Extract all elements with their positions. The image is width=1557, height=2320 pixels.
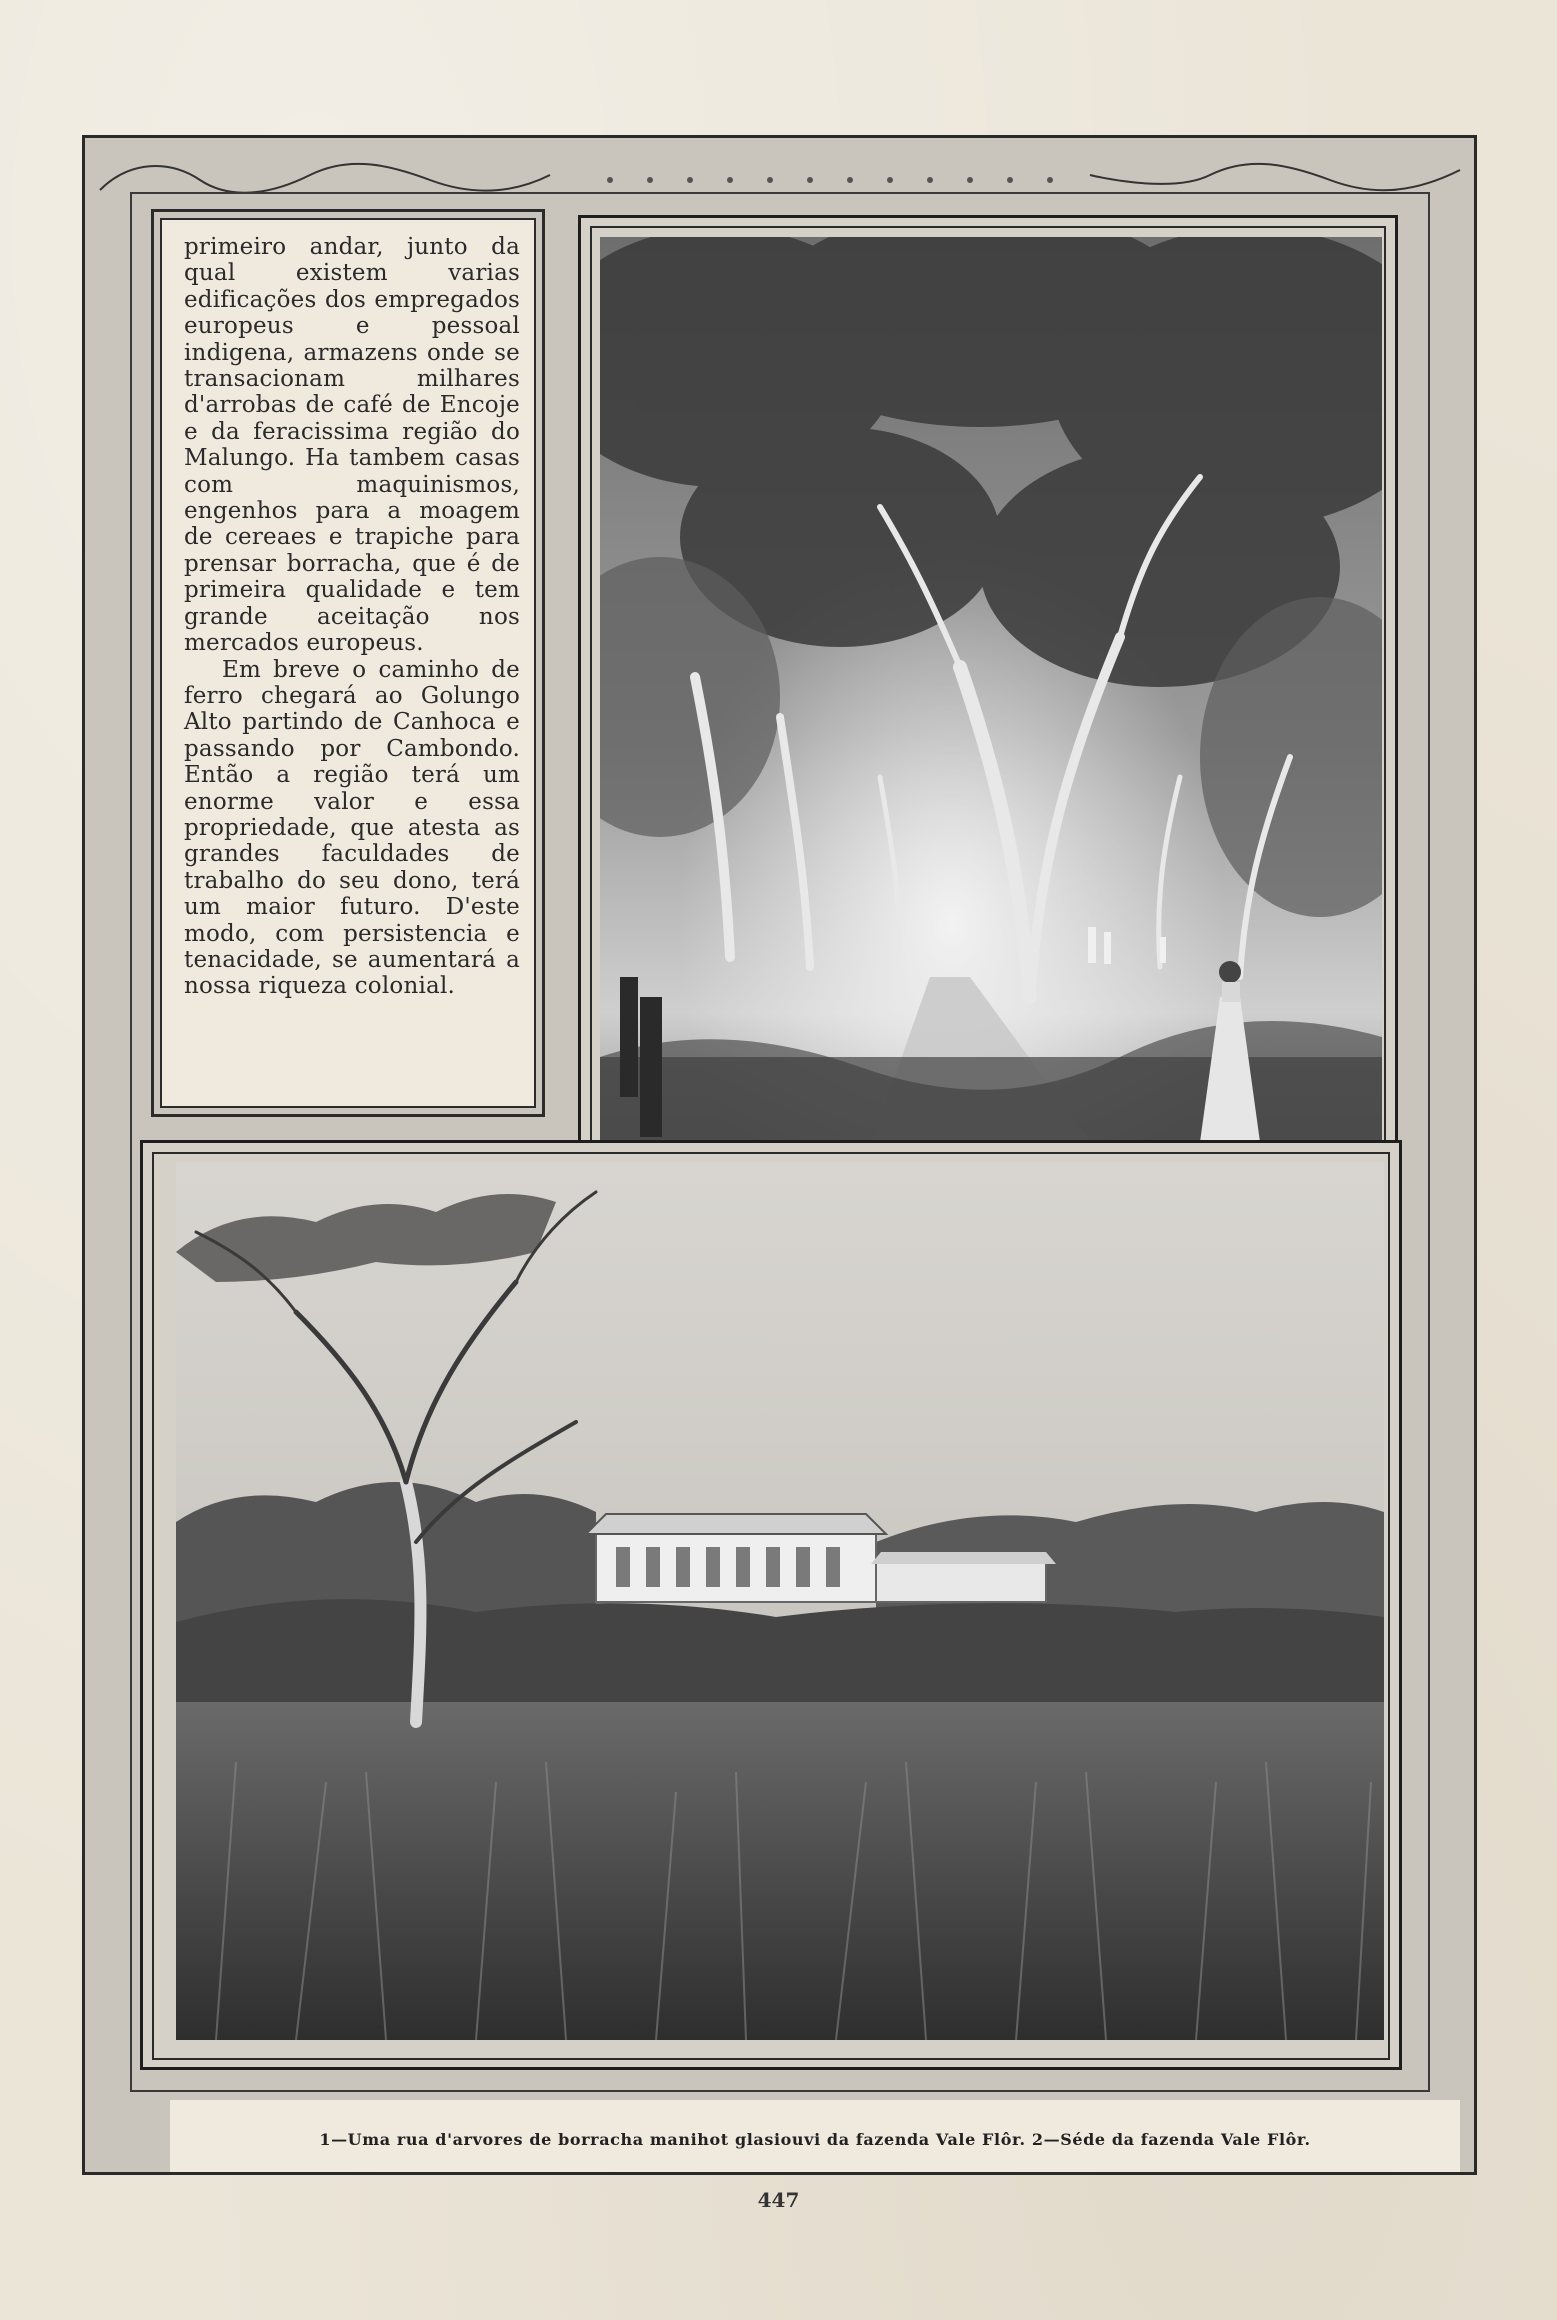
page-number: 447	[757, 2188, 800, 2212]
photo-farm-headquarters	[176, 1162, 1384, 2040]
article-paragraph-1: primeiro andar, junto da qual existem varias edificações dos empregados europeus e pessoal indigena, armazens onde se transacionam milhares d'arrobas de café de Encoje e da feracissima região do Malungo. Ha tambem casas com maquinismos, engenhos para a moagem de cereaes e trapiche para prensar borracha, que é de primeira qualidade e tem grande aceitação nos mercados europeus.	[184, 234, 520, 657]
article-paragraph-2: Em breve o caminho de ferro chegará ao Golungo Alto partindo de Canhoca e passando por Cambondo. Então a região terá um enorme valor e essa propriedade, que atesta as grandes faculdades de trabalho do seu dono, terá um maior futuro. D'este modo, com persistencia e tenacidade, se aumentará a nossa riqueza colonial.	[184, 656, 520, 1000]
article-text-box	[160, 218, 536, 1108]
photo-caption: 1—Uma rua d'arvores de borracha manihot glasiouvi da fazenda Vale Flôr. 2—Séde da fazenda Vale Flôr.	[319, 2130, 1311, 2149]
